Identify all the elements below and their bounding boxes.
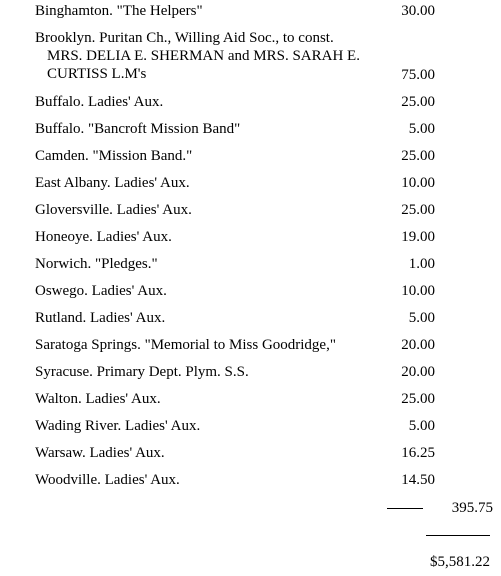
entry-amount: 20.00 [401,364,435,380]
entry-amount: 5.00 [408,310,435,326]
entry-description: Binghamton. "The Helpers" [35,3,203,19]
entry-amount: 30.00 [401,3,435,19]
total-rule [426,535,490,536]
entry-description: East Albany. Ladies' Aux. [35,175,190,191]
entry-amount: 19.00 [401,229,435,245]
entry-description: Oswego. Ladies' Aux. [35,283,167,299]
entry-amount: 25.00 [401,202,435,218]
entry-amount: 25.00 [401,391,435,407]
entry-description: Norwich. "Pledges." [35,256,158,272]
entry-description: Camden. "Mission Band." [35,148,193,164]
entry-description: Warsaw. Ladies' Aux. [35,445,165,461]
entry-description: Walton. Ladies' Aux. [35,391,161,407]
entry-description-continuation: MRS. DELIA E. SHERMAN and MRS. SARAH E. [47,48,360,64]
entry-description: Woodville. Ladies' Aux. [35,472,180,488]
grand-total-amount: $5,581.22 [430,554,490,570]
entry-description: Syracuse. Primary Dept. Plym. S.S. [35,364,249,380]
entry-amount: 25.00 [401,94,435,110]
entry-amount: 1.00 [408,256,435,272]
entry-amount: 5.00 [408,121,435,137]
entry-amount: 20.00 [401,337,435,353]
entry-amount: 75.00 [401,67,435,83]
entry-description: Buffalo. "Bancroft Mission Band" [35,121,241,137]
entry-amount: 16.25 [401,445,435,461]
entry-amount: 10.00 [401,175,435,191]
subtotal-amount: 395.75 [451,500,493,516]
entry-description: Wading River. Ladies' Aux. [35,418,201,434]
entry-amount: 5.00 [408,418,435,434]
subtotal-rule [387,508,423,509]
entry-description: Gloversville. Ladies' Aux. [35,202,192,218]
entry-description: Saratoga Springs. "Memorial to Miss Goodridge," [35,337,336,353]
entry-amount: 14.50 [401,472,435,488]
entry-description [35,29,380,83]
entry-description: Honeoye. Ladies' Aux. [35,229,172,245]
entry-description-continuation: CURTISS L.M's [47,66,147,82]
entry-description: Rutland. Ladies' Aux. [35,310,166,326]
entry-description: Buffalo. Ladies' Aux. [35,94,164,110]
entry-amount: 25.00 [401,148,435,164]
entry-amount: 10.00 [401,283,435,299]
entry-description-line: Brooklyn. Puritan Ch., Willing Aid Soc., to const. [35,30,334,46]
